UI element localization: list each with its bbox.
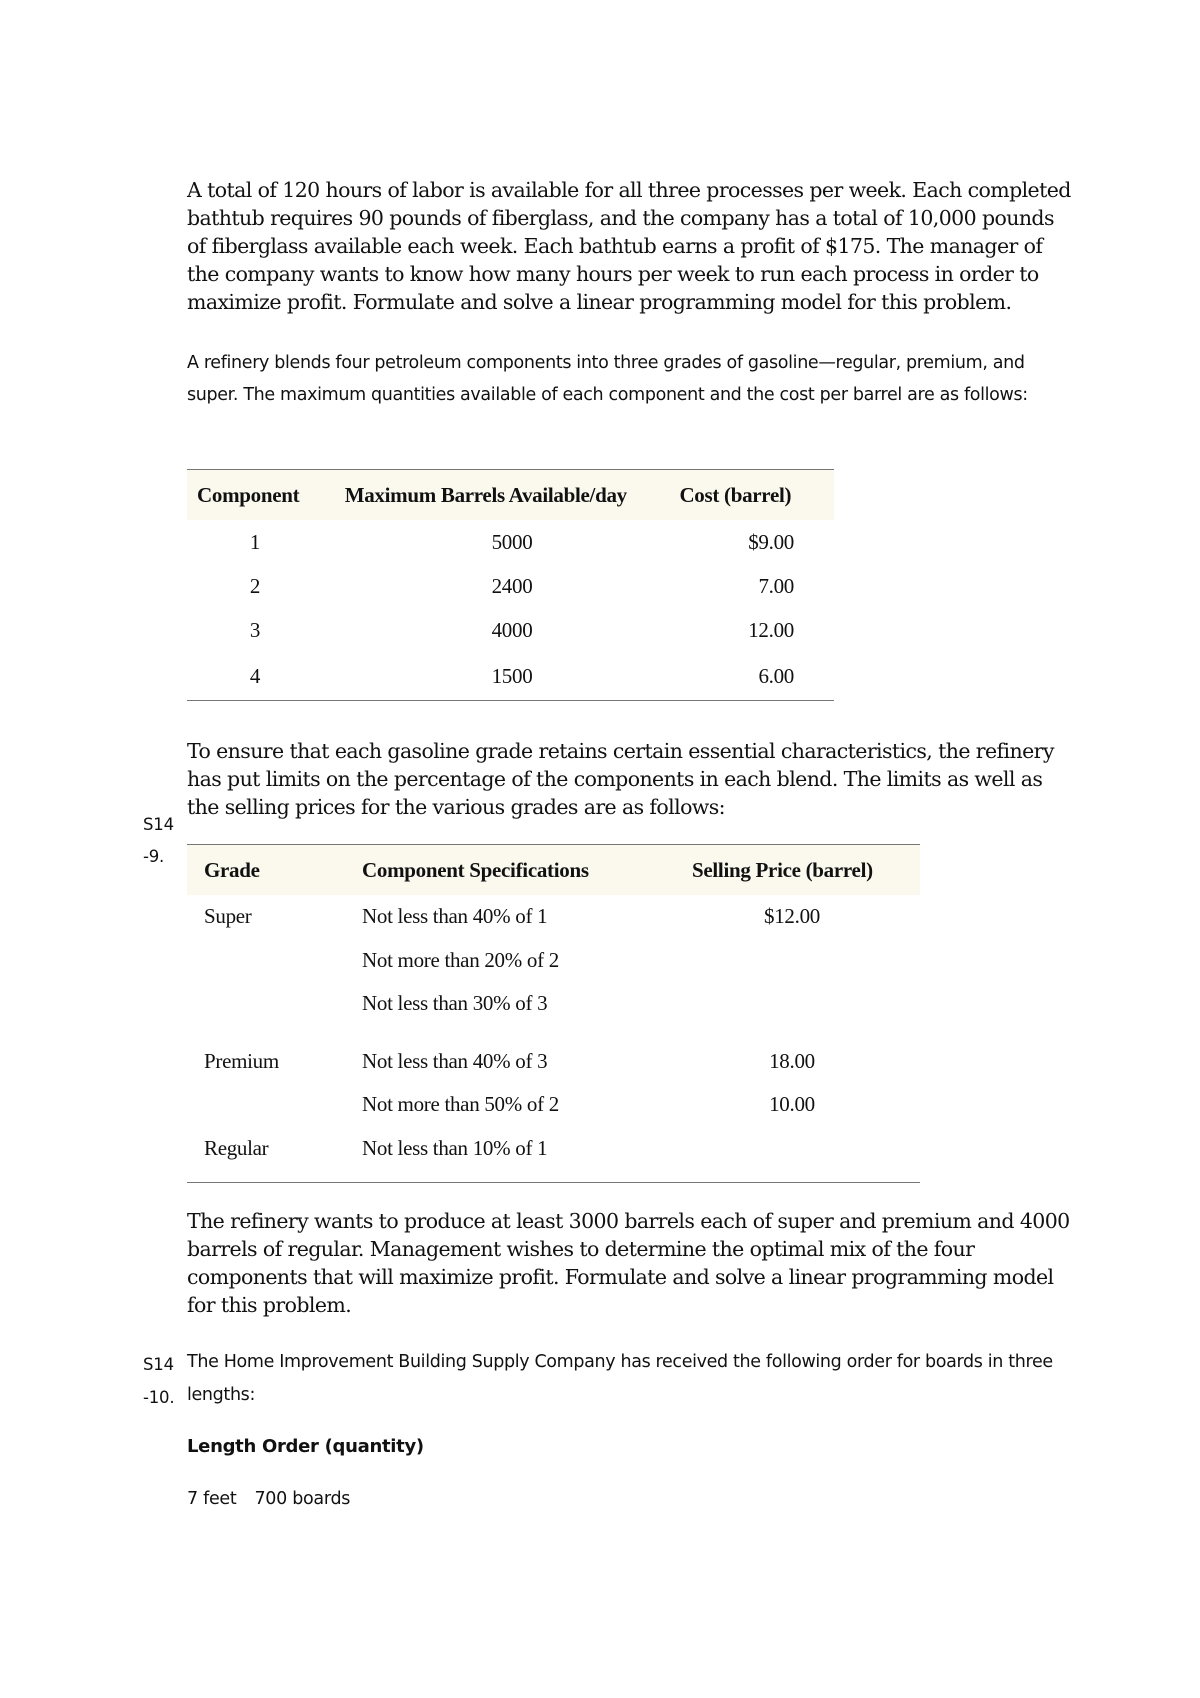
cell-max-barrels: 1500 [491,663,533,688]
cell-max-barrels: 2400 [491,573,533,598]
table-row [187,1040,920,1084]
table-row [187,652,834,700]
cell-grade: Premium [204,1048,279,1073]
header-component: Component [197,482,300,507]
cell-cost: 12.00 [748,617,794,642]
grade-table [187,844,920,1183]
table-row [187,564,834,608]
cell-component: 1 [249,529,261,554]
table-row [187,520,834,564]
problem-9-label-line2: -9. [143,847,165,866]
cell-specification: Not less than 10% of 1 [362,1135,548,1160]
cell-specification: Not less than 40% of 3 [362,1048,548,1073]
cell-component: 2 [249,573,261,598]
header-component-specifications: Component Specifications [362,857,589,882]
grade-table-header [187,845,920,895]
cell-component: 3 [249,617,261,642]
cell-cost: 7.00 [758,573,794,598]
cell-specification: Not more than 20% of 2 [362,947,559,972]
problem-10-label-line1: S14 [143,1355,174,1374]
cell-max-barrels: 4000 [491,617,533,642]
component-table [187,469,834,701]
order-quantity: 700 boards [254,1489,351,1509]
order-row [187,1489,350,1509]
table-row [187,608,834,652]
table-row [187,982,920,1026]
component-table-header [187,470,834,520]
paragraph-production-requirements: The refinery wants to produce at least 3000 barrels each of super and premium and 4000 barrels of regular. Management wishes to determine the optimal mix of the four components that will maximize profit. Formulate and solve a linear programming model for this problem. [187,1209,1070,1317]
table-row [187,939,920,983]
cell-specification: Not less than 40% of 1 [362,904,548,929]
paragraph-bathtub-problem: A total of 120 hours of labor is available for all three processes per week. Each completed bathtub requires 90 pounds of fiberglass, and the company has a total of 10,000 pounds of fiberglass available each week. Each bathtub earns a profit of $175. The manager of the company wants to know how many hours per week to run each process in order to maximize profit. Formulate and solve a linear programming model for this problem. [187,178,1071,314]
table-row [187,1127,920,1171]
order-length: 7 feet [187,1489,237,1509]
paragraph-refinery-intro: A refinery blends four petroleum components into three grades of gasoline—regular, premium, and super. The maximum quantities available of each component and the cost per barrel are as follows: [187,353,1028,405]
table-row [187,1083,920,1127]
cell-selling-price: 18.00 [769,1048,815,1073]
header-selling-price: Selling Price (barrel) [692,857,873,882]
table-row [187,895,920,939]
header-cost: Cost (barrel) [679,482,792,507]
paragraph-grade-limits: To ensure that each gasoline grade retains certain essential characteristics, the refinery has put limits on the percentage of the components in each blend. The limits as well as the selling prices for the various grades are as follows: [187,739,1054,819]
cell-component: 4 [249,663,261,688]
header-grade: Grade [204,857,260,882]
problem-9-label-line1: S14 [143,815,174,834]
cell-grade: Regular [204,1135,269,1160]
cell-cost: 6.00 [758,663,794,688]
order-table-header: Length Order (quantity) [187,1436,424,1457]
header-max-barrels: Maximum Barrels Available/day [344,482,627,507]
cell-cost: $9.00 [748,529,794,554]
cell-max-barrels: 5000 [491,529,533,554]
paragraph-board-order: The Home Improvement Building Supply Company has received the following order for boards in three lengths: [187,1352,1053,1405]
cell-selling-price: 10.00 [769,1092,815,1117]
cell-specification: Not more than 50% of 2 [362,1092,559,1117]
cell-specification: Not less than 30% of 3 [362,991,548,1016]
problem-10-label-line2: -10. [143,1388,175,1407]
cell-grade: Super [204,904,252,929]
cell-selling-price: $12.00 [764,904,820,929]
